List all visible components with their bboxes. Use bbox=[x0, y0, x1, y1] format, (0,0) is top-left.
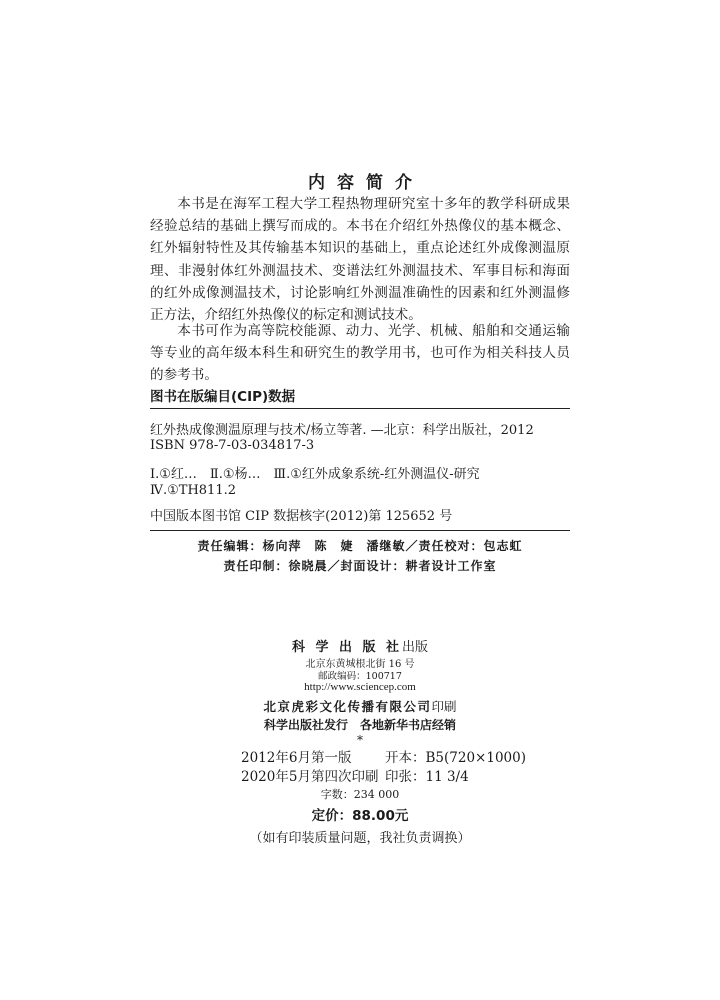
distribution-line: 科学出版社发行 各地新华书店经销 bbox=[263, 718, 456, 732]
publisher-url: http://www.sciencep.com bbox=[304, 681, 416, 693]
publisher-postal: 邮政编码：100717 bbox=[318, 671, 402, 682]
cip-header: 图书在版编目(CIP)数据 bbox=[150, 389, 296, 405]
book-format: 开本：B5(720×1000) bbox=[385, 750, 526, 766]
printed-sheets: 印张：11 3/4 bbox=[385, 769, 469, 785]
publisher-suffix: 出版 bbox=[402, 640, 429, 655]
word-count: 字数：234 000 bbox=[320, 788, 400, 801]
price: 定价：88.00元 bbox=[311, 808, 409, 824]
publisher-name bbox=[0, 636, 720, 655]
printing-info: 2020年5月第四次印刷 bbox=[241, 769, 379, 785]
printer-logo-text: 北京虎彩文化传播有限公司 bbox=[263, 699, 432, 714]
cip-record-number: 中国版本图书馆 CIP 数据核字(2012)第 125652 号 bbox=[150, 509, 453, 524]
first-edition: 2012年6月第一版 bbox=[241, 750, 352, 766]
separator-star: * bbox=[357, 733, 363, 747]
credits-editors: 责任编辑：杨向萍 陈 婕 潘继敏／责任校对：包志虹 bbox=[197, 539, 523, 553]
printer-name bbox=[0, 697, 720, 715]
summary-paragraph-2: 本书可作为高等院校能源、动力、光学、机械、船舶和交通运输等专业的高年级本科生和研究生的教学用书，也可作为相关科技人员的参考书。 bbox=[150, 323, 570, 384]
cip-subject-2: Ⅳ.①TH811.2 bbox=[150, 483, 236, 498]
printer-suffix: 印刷 bbox=[431, 699, 457, 714]
credits-production: 责任印制：徐晓晨／封面设计：耕者设计工作室 bbox=[223, 559, 497, 573]
cip-subject-1: Ⅰ.①红… Ⅱ.①杨… Ⅲ.①红外成象系统-红外测温仪-研究 bbox=[150, 467, 480, 482]
publisher-address: 北京东黄城根北街 16 号 bbox=[305, 659, 415, 670]
cip-top-rule bbox=[150, 408, 570, 409]
publisher-logo-text: 科 学 出 版 社 bbox=[291, 640, 403, 655]
quality-notice: （如有印装质量问题，我社负责调换） bbox=[249, 831, 471, 846]
summary-paragraph-1: 本书是在海军工程大学工程热物理研究室十多年的教学科研成果经验总结的基础上撰写而成的。本书在介绍红外热像仪的基本概念、红外辐射特性及其传输基本知识的基础上，重点论述红外成像测温原理、非漫射体红外测温技术、变谱法红外测温技术、军事目标和海面的红外成像测温技术，讨论影响红外测温准确性的因素和红外测温修正方法，介绍红外热像仪的标定和测试技术。 bbox=[150, 196, 570, 324]
cip-bottom-rule bbox=[150, 530, 570, 531]
summary-title: 内容简介 bbox=[308, 173, 424, 193]
cip-title-line: 红外热成像测温原理与技术/杨立等著. —北京：科学出版社，2012 bbox=[150, 423, 534, 438]
cip-isbn: ISBN 978-7-03-034817-3 bbox=[150, 438, 315, 453]
